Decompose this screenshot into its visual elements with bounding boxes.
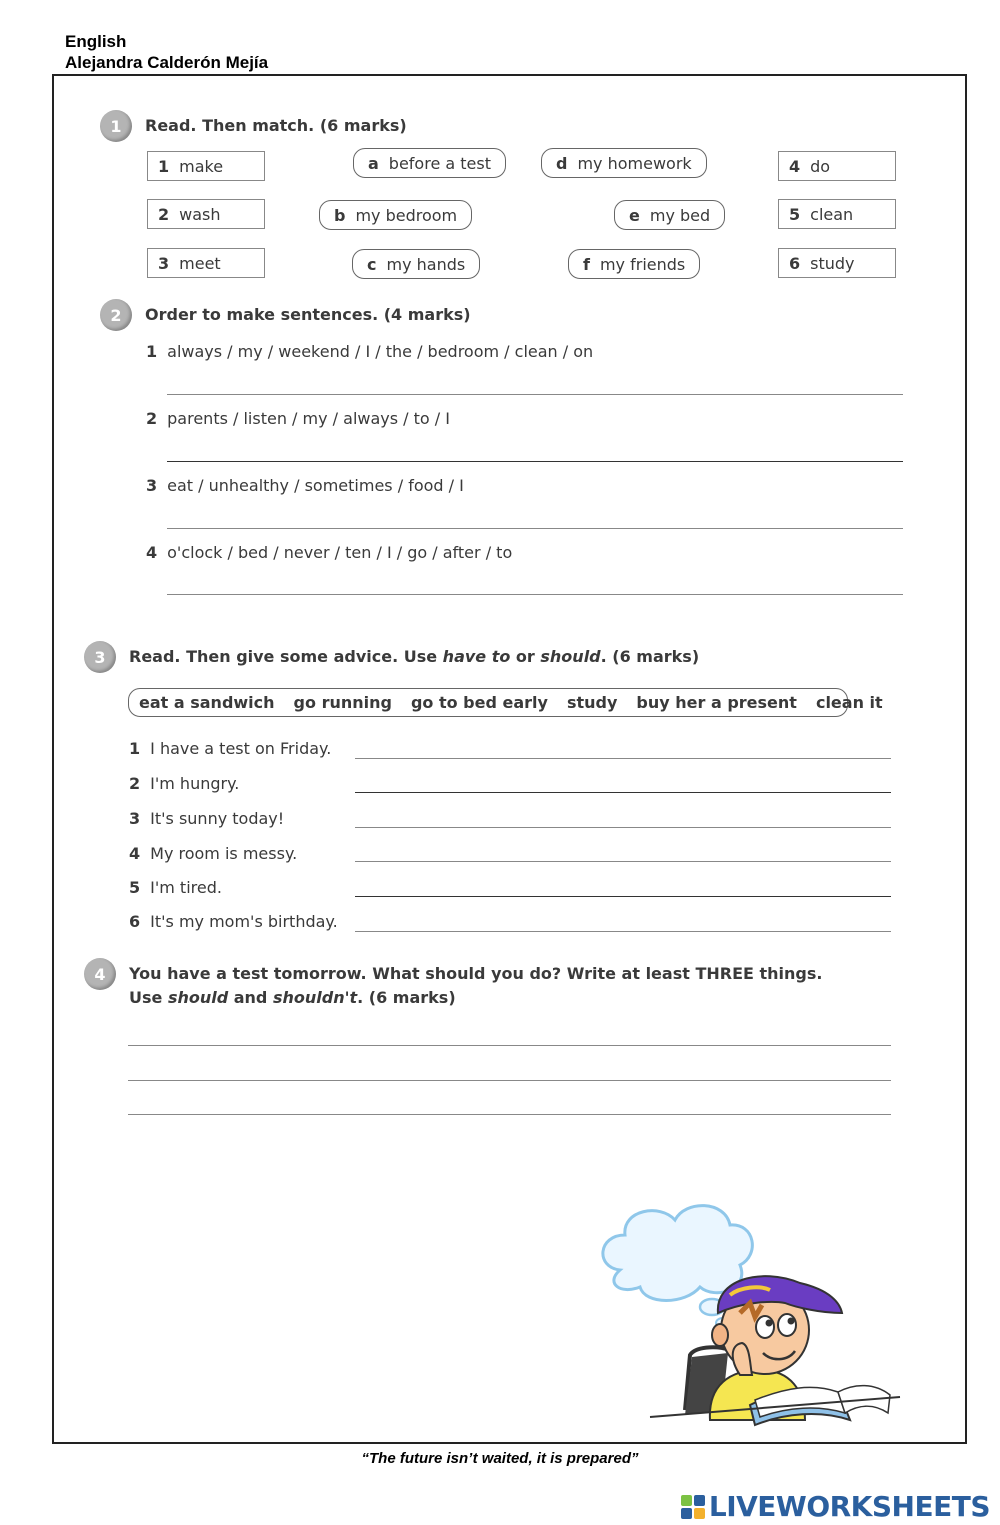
order-item-3: 3 eat / unhealthy / sometimes / food / I <box>146 476 464 495</box>
word-bank-item: clean it <box>815 693 883 712</box>
liveworksheets-logo <box>681 1490 990 1523</box>
answer-line-writing-2[interactable] <box>128 1080 891 1081</box>
phrase-a[interactable]: a before a test <box>353 148 506 178</box>
order-item-2: 2 parents / listen / my / always / to / I <box>146 409 450 428</box>
subject-label: English <box>65 32 127 51</box>
section4-number: 4 <box>84 958 116 990</box>
liveworksheets-logo-icon <box>681 1495 705 1519</box>
verb-box-5[interactable]: 5 clean <box>778 199 896 229</box>
advice-item-4: 4 My room is messy. <box>129 844 298 863</box>
phrase-e[interactable]: e my bed <box>614 200 725 230</box>
answer-line-writing-3[interactable] <box>128 1114 891 1115</box>
order-item-1: 1 always / my / weekend / I / the / bedroom / clean / on <box>146 342 594 361</box>
answer-line-advice-1[interactable] <box>355 758 891 759</box>
phrase-c[interactable]: c my hands <box>352 249 480 279</box>
word-bank-item: go running <box>293 693 392 712</box>
advice-item-6: 6 It's my mom's birthday. <box>129 912 338 931</box>
word-bank-item: buy her a present <box>636 693 797 712</box>
verb-box-4[interactable]: 4 do <box>778 151 896 181</box>
motivational-quote: “The future isn’t waited, it is prepared” <box>361 1450 639 1467</box>
answer-line-advice-2[interactable] <box>355 792 891 793</box>
answer-line-advice-6[interactable] <box>355 931 891 932</box>
word-bank-item: study <box>566 693 618 712</box>
advice-item-5: 5 I'm tired. <box>129 878 222 897</box>
verb-box-1[interactable]: 1 make <box>147 151 265 181</box>
phrase-d[interactable]: d my homework <box>541 148 707 178</box>
advice-item-3: 3 It's sunny today! <box>129 809 285 828</box>
section3-title: Read. Then give some advice. Use have to or should. (6 marks) <box>129 647 700 666</box>
word-bank-item: go to bed early <box>410 693 548 712</box>
section2-number: 2 <box>100 299 132 331</box>
answer-line-order-3[interactable] <box>167 528 903 529</box>
answer-line-order-1[interactable] <box>167 394 903 395</box>
thinking-boy-illustration <box>590 1195 910 1430</box>
section3-number: 3 <box>84 641 116 673</box>
section4-title-line1: You have a test tomorrow. What should you do? Write at least THREE things. <box>129 964 823 983</box>
order-item-4: 4 o'clock / bed / never / ten / I / go / after / to <box>146 543 513 562</box>
answer-line-order-2[interactable] <box>167 461 903 462</box>
word-bank <box>128 688 883 717</box>
verb-box-2[interactable]: 2 wash <box>147 199 265 229</box>
answer-line-order-4[interactable] <box>167 594 903 595</box>
section1-number: 1 <box>100 110 132 142</box>
section1-title: Read. Then match. (6 marks) <box>145 116 407 135</box>
advice-item-1: 1 I have a test on Friday. <box>129 739 332 758</box>
word-bank-item: eat a sandwich <box>139 693 275 712</box>
answer-line-advice-4[interactable] <box>355 861 891 862</box>
answer-line-advice-5[interactable] <box>355 896 891 897</box>
answer-line-writing-1[interactable] <box>128 1045 891 1046</box>
author-label: Alejandra Calderón Mejía <box>65 53 269 72</box>
phrase-b[interactable]: b my bedroom <box>319 200 472 230</box>
brand-name: LIVEWORKSHEETS <box>708 1490 990 1523</box>
section4-title-line2: Use should and shouldn't. (6 marks) <box>129 988 456 1007</box>
answer-line-advice-3[interactable] <box>355 827 891 828</box>
advice-item-2: 2 I'm hungry. <box>129 774 240 793</box>
section2-title: Order to make sentences. (4 marks) <box>145 305 471 324</box>
phrase-f[interactable]: f my friends <box>568 249 700 279</box>
verb-box-6[interactable]: 6 study <box>778 248 896 278</box>
verb-box-3[interactable]: 3 meet <box>147 248 265 278</box>
